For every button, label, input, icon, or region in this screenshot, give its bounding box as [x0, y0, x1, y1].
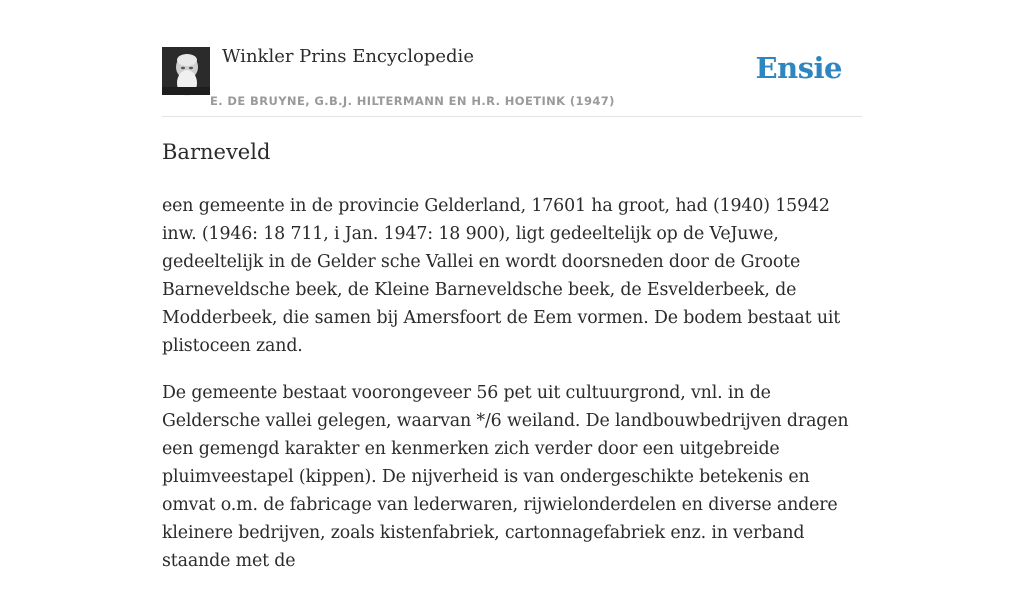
paragraph-2: De gemeente bestaat voorongeveer 56 pet uit cultuurgrond, vnl. in de Geldersche vallei gelegen, waarvan */6 weiland. De landbouwbedrijven dragen een gemengd karakter en kenmerken zich verder door een uitgebreide pluimveestapel (kippen). De nijverheid is van ondergeschikte betekenis en omvat o.m. de fabricage van lederwaren, rijwielonderdelen en diverse andere kleinere bedrijven, zoals kistenfabriek, cartonnagefabriek enz. in verband staande met de — [162, 383, 849, 571]
article-body — [162, 192, 862, 594]
site-title[interactable]: Winkler Prins Encyclopedie — [222, 46, 474, 67]
paragraph-1: een gemeente in de provincie Gelderland, 17601 ha groot, had (1940) 15942 inw. (1946: 18 711, i Jan. 1947: 18 900), ligt gedeeltelijk op de VeJuwe, gedeeltelijk in de Gelder sche Vallei en wordt doorsneden door de Groote Barneveldsche beek, de Kleine Barneveldsche beek, de Esvelderbeek, de Modderbeek, die samen bij Amersfoort de Eem vormen. De bodem bestaat uit plistoceen zand. — [162, 196, 841, 356]
article-title: Barneveld — [162, 140, 271, 164]
brand-logo[interactable]: Ensie — [755, 51, 842, 85]
author-avatar[interactable] — [162, 47, 210, 95]
portrait-icon — [162, 47, 210, 95]
authors-line: E. DE BRUYNE, G.B.J. HILTERMANN EN H.R. HOETINK (1947) — [210, 94, 615, 108]
page — [162, 0, 862, 571]
header — [162, 0, 862, 117]
